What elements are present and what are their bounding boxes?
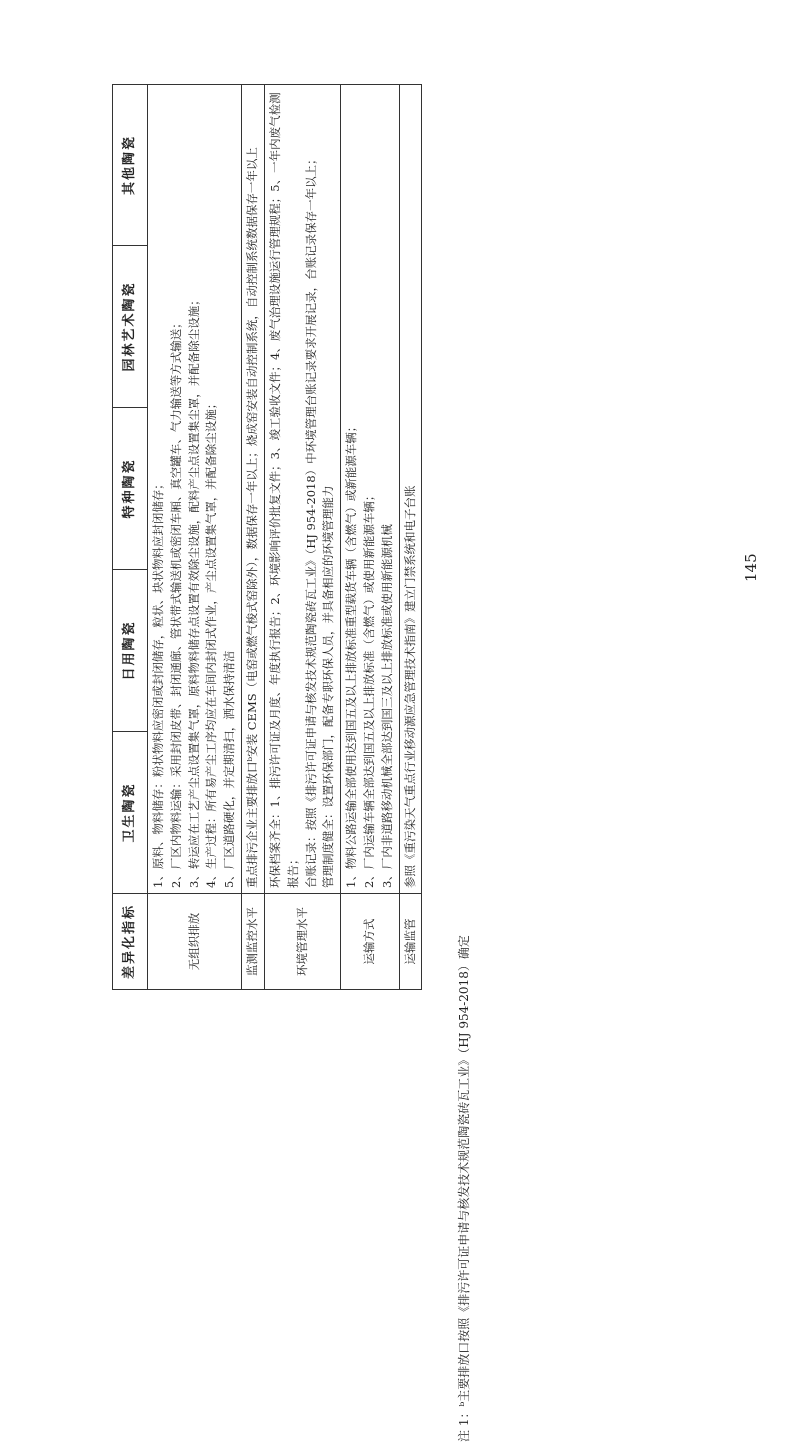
table-row [264, 85, 340, 990]
standards-table [112, 84, 422, 990]
table-row [242, 85, 265, 990]
content-line: 5、厂区道路硬化，并定期清扫，洒水保持清洁 [222, 650, 237, 888]
footnote [455, 935, 475, 1442]
row-name: 环境管理水平 [264, 894, 340, 990]
rotated-table-container [112, 85, 472, 990]
row-name: 监测监控水平 [242, 894, 265, 990]
header-other: 其他陶瓷 [113, 85, 148, 246]
content-line: 3、厂内非道路移动机械全部达到国三及以上排放标准或使用新能源机械 [379, 524, 394, 888]
content-line: 4、生产过程：所有易产尘工序均应在车间内封闭式作业，产尘点设置集气罩，并配备除尘设施； [204, 397, 219, 888]
content-line: 3、转运应在工艺产尘点设置集气罩，原料物料储存点设置有效除尘设施，配料产尘点设置集尘罩，并配备除尘设施； [186, 294, 201, 888]
content-line: 台账记录：按照《排污许可证申请与核发技术规范陶瓷砖瓦工业》（HJ 954-2018）中环境管理台账记录要求开展记录，台账记录保存一年以上； [303, 153, 318, 888]
header-daily: 日用陶瓷 [113, 570, 148, 732]
row-name: 运输监管 [399, 894, 422, 990]
table-header-row [113, 85, 148, 990]
header-sanitary: 卫生陶瓷 [113, 732, 148, 894]
header-garden: 园林艺术陶瓷 [113, 246, 148, 408]
page-number-text: 145 [742, 553, 760, 582]
footnote-text: 注 1：ᵇ主要排放口按照《排污许可证申请与核发技术规范陶瓷砖瓦工业》（HJ 954-2018）确定 [457, 935, 471, 1442]
row-name: 运输方式 [341, 894, 399, 990]
content-line: 1、物料公路运输全部使用达到国五及以上排放标准重型载货车辆（含燃气）或新能源车辆； [344, 420, 359, 888]
row-content: 重点排污企业主要排放口ᵇ安装 CEMS（电窑或燃气梭式窑除外），数据保存一年以上；烧成窑安装自动控制系统，自动控制系统数据保存一年以上 [242, 85, 265, 894]
row-content [341, 85, 399, 894]
row-content [148, 85, 242, 894]
content-line: 2、厂内运输车辆全部达到国五及以上排放标准（含燃气）或使用新能源车辆； [361, 489, 376, 888]
header-special: 特种陶瓷 [113, 408, 148, 570]
row-content: 参照《重污染天气重点行业移动源应急管理技术指南》建立门禁系统和电子台账 [399, 85, 422, 894]
content-line: 1、原料、物料储存：粉状物料应密闭或封闭储存，粒状、块状物料应封闭储存； [151, 478, 165, 888]
content-line: 管理制度健全：设置环保部门，配备专职环保人员，并具备相应的环境管理能力 [321, 485, 336, 888]
content-line: 2、厂区内物料运输：采用封闭皮带、封闭通廊、管状带式输送机或密闭车厢、真空罐车、气力输送等方式输送； [168, 317, 183, 888]
page-number [742, 552, 762, 592]
table-row [148, 85, 242, 990]
content-line: 环保档案齐全：1、排污许可证及月度、年度执行报告；2、环境影响评价批复文件；3、竣工验收文件；4、废气治理设施运行管理规程；5、一年内废气检测报告； [267, 92, 300, 888]
table-row [399, 85, 422, 990]
table-row [341, 85, 399, 990]
header-indicator: 差异化指标 [113, 894, 148, 990]
row-content [264, 85, 340, 894]
row-name: 无组织排放 [148, 894, 242, 990]
